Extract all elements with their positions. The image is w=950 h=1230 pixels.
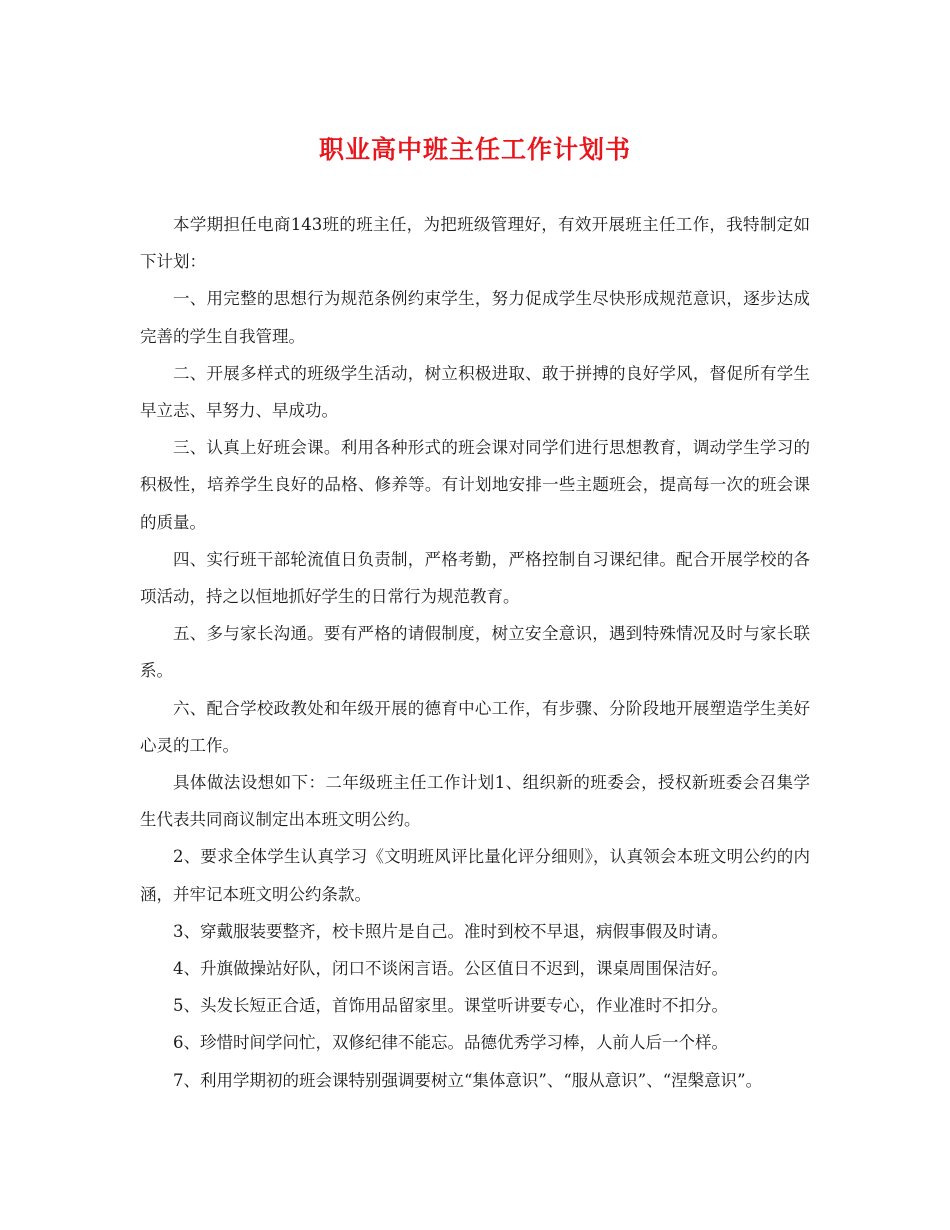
paragraph-specific-measures: 具体做法设想如下：二年级班主任工作计划1、组织新的班委会，授权新班委会召集学生代表共同商议制定出本班文明公约。 bbox=[140, 773, 810, 830]
document-body bbox=[140, 206, 810, 1099]
paragraph-item-2: 二、开展多样式的班级学生活动，树立积极进取、敢于拼搏的良好学风，督促所有学生早立志、早努力、早成功。 bbox=[140, 363, 810, 421]
paragraph-item-5: 五、多与家长沟通。要有严格的请假制度，树立安全意识，遇到特殊情况及时与家长联系。 bbox=[140, 624, 810, 681]
paragraph-item-6: 六、配合学校政教处和年级开展的德育中心工作，有步骤、分阶段地开展塑造学生美好心灵的工作。 bbox=[140, 698, 810, 755]
paragraph-rule-6: 6、珍惜时间学问忙，双修纪律不能忘。品德优秀学习棒，人前人后一个样。 bbox=[173, 1033, 728, 1053]
paragraph-rule-4: 4、升旗做操站好队，闭口不谈闲言语。公区值日不迟到，课桌周围保洁好。 bbox=[173, 959, 728, 979]
paragraph-rule-3: 3、穿戴服装要整齐，校卡照片是自己。准时到校不早退，病假事假及时请。 bbox=[173, 921, 728, 941]
paragraph-rule-5: 5、头发长短正合适，首饰用品留家里。课堂听讲要专心，作业准时不扣分。 bbox=[173, 996, 728, 1016]
paragraph-rule-7: 7、利用学期初的班会课特别强调要树立“集体意识”、“服从意识”、“涅槃意识”。 bbox=[173, 1070, 763, 1090]
paragraph-rule-2: 2、要求全体学生认真学习《文明班风评比量化评分细则》，认真领会本班文明公约的内涵，并牢记本班文明公约条款。 bbox=[140, 847, 810, 904]
document-title: 职业高中班主任工作计划书 bbox=[318, 135, 631, 164]
paragraph-item-1: 一、用完整的思想行为规范条例约束学生，努力促成学生尽快形成规范意识，逐步达成完善的学生自我管理。 bbox=[140, 289, 810, 346]
paragraph-item-3: 三、认真上好班会课。利用各种形式的班会课对同学们进行思想教育，调动学生学习的积极性，培养学生良好的品格、修养等。有计划地安排一些主题班会，提高每一次的班会课的质量。 bbox=[140, 438, 810, 532]
paragraph-item-4: 四、实行班干部轮流值日负责制，严格考勤，严格控制自习课纪律。配合开展学校的各项活动，持之以恒地抓好学生的日常行为规范教育。 bbox=[140, 549, 810, 607]
paragraph-intro: 本学期担任电商143班的班主任，为把班级管理好，有效开展班主任工作，我特制定如下计划： bbox=[140, 215, 810, 272]
